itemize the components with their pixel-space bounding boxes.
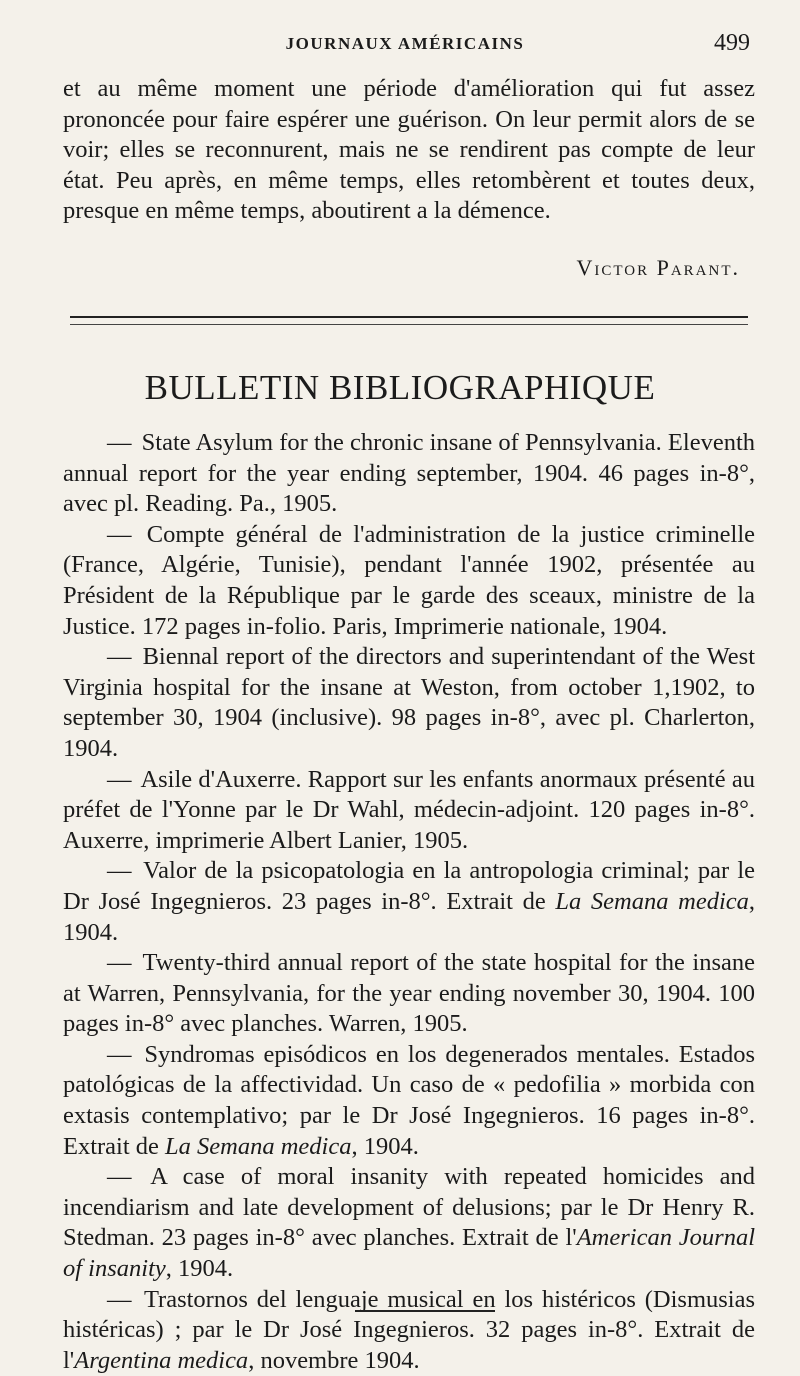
- entry-journal-title: La Semana medica: [165, 1132, 352, 1160]
- continuation-text: et au même moment une période d'amélioration qui fut assez prononcée pour faire espérer une guérison. On leur permit alors de se voir; elles se reconnurent, mais ne se rendirent pas compte de leur état. Peu après, en même temps, elles retombèrent et toutes deux, presque en même temps, aboutirent a la démence.: [63, 75, 755, 225]
- entry-dash: —: [107, 857, 132, 885]
- page-header: [60, 30, 750, 62]
- running-title: JOURNAUX AMÉRICAINS: [285, 34, 525, 53]
- bibliography-entry: [63, 1285, 755, 1376]
- entry-text: Asile d'Auxerre. Rapport sur les enfants anormaux présenté au préfet de l'Yonne par le Dr Wahl, médecin-adjoint. 120 pages in-8°. Auxerre, imprimerie Albert Lanier, 1905.: [63, 765, 755, 854]
- entry-dash: —: [107, 949, 132, 977]
- entry-dash: —: [107, 1040, 132, 1068]
- entry-text: Biennal report of the directors and superintendant of the West Virginia hospital for the insane at Weston, from october 1,1902, to september 30, 1904 (inclusive). 98 pages in-8°, avec pl. Charlerton, 1904.: [63, 643, 755, 762]
- entry-text: Valor de la psicopatologia en la antropologia criminal; par le Dr José Ingegnieros. 23 pages in-8°. Extrait de: [63, 857, 755, 915]
- entry-text: Compte général de l'administration de la justice criminelle (France, Algérie, Tunisie), pendant l'année 1902, présentée au Président de la République par le garde des sceaux, ministre de la Justice. 172 pages in-folio. Paris, Imprimerie nationale, 1904.: [63, 520, 755, 640]
- entry-text: Trastornos del lenguaje musical en los histéricos (Dismusias histéricas) ; par le Dr José Ingegnieros. 32 pages in-8°. Extrait de l': [63, 1285, 755, 1374]
- bibliography-list: [63, 428, 755, 1376]
- entry-journal-title: La Semana medica: [555, 887, 749, 915]
- bibliography-entry: [63, 520, 755, 642]
- bibliography-entry: [63, 1162, 755, 1284]
- entry-text: Syndromas episódicos en los degenerados mentales. Estados patológicas de la affectividad. Un caso de « pedofilia » morbida con extasis contemplativo; par le Dr José Ingegnieros. 16 pages in-8°. Extrait de: [63, 1040, 755, 1160]
- section-divider: [70, 316, 748, 325]
- entry-text: , novembre 1904.: [248, 1346, 420, 1374]
- bibliography-entry: [63, 642, 755, 764]
- entry-text: A case of moral insanity with repeated homicides and incendiarism and late development of delusions; par le Dr Henry R. Stedman. 23 pages in-8° avec planches. Extrait de l': [63, 1163, 755, 1252]
- entry-text: Twenty-third annual report of the state hospital for the insane at Warren, Pennsylvania, for the year ending november 30, 1904. 100 pages in-8° avec planches. Warren, 1905.: [63, 949, 755, 1038]
- page-number: 499: [714, 30, 750, 56]
- entry-text: , 1904.: [351, 1132, 419, 1160]
- bibliography-entry: [63, 428, 755, 520]
- entry-dash: —: [107, 643, 132, 671]
- entry-dash: —: [107, 520, 132, 548]
- entry-dash: —: [107, 429, 132, 456]
- entry-dash: —: [107, 1285, 132, 1313]
- entry-journal-title: Argentina medica: [74, 1346, 249, 1374]
- entry-journal-title: American Journal of insanity: [63, 1224, 756, 1283]
- entry-text: , 1904.: [63, 887, 755, 946]
- bibliography-entry: [63, 856, 755, 948]
- bibliography-entry: [63, 948, 755, 1040]
- entry-text: , 1904.: [165, 1255, 234, 1283]
- entry-dash: —: [107, 1163, 132, 1191]
- entry-dash: —: [107, 765, 132, 793]
- entry-text: State Asylum for the chronic insane of Pennsylvania. Eleventh annual report for the year ending september, 1904. 46 pages in-8°, avec pl. Reading. Pa., 1905.: [63, 429, 756, 518]
- end-rule: [355, 1310, 495, 1312]
- section-title: BULLETIN BIBLIOGRAPHIQUE: [144, 368, 656, 407]
- author-signature: Victor Parant.: [576, 255, 740, 280]
- continuation-paragraph: [63, 74, 755, 227]
- bibliography-entry: [63, 765, 755, 857]
- bibliography-entry: [63, 1040, 755, 1162]
